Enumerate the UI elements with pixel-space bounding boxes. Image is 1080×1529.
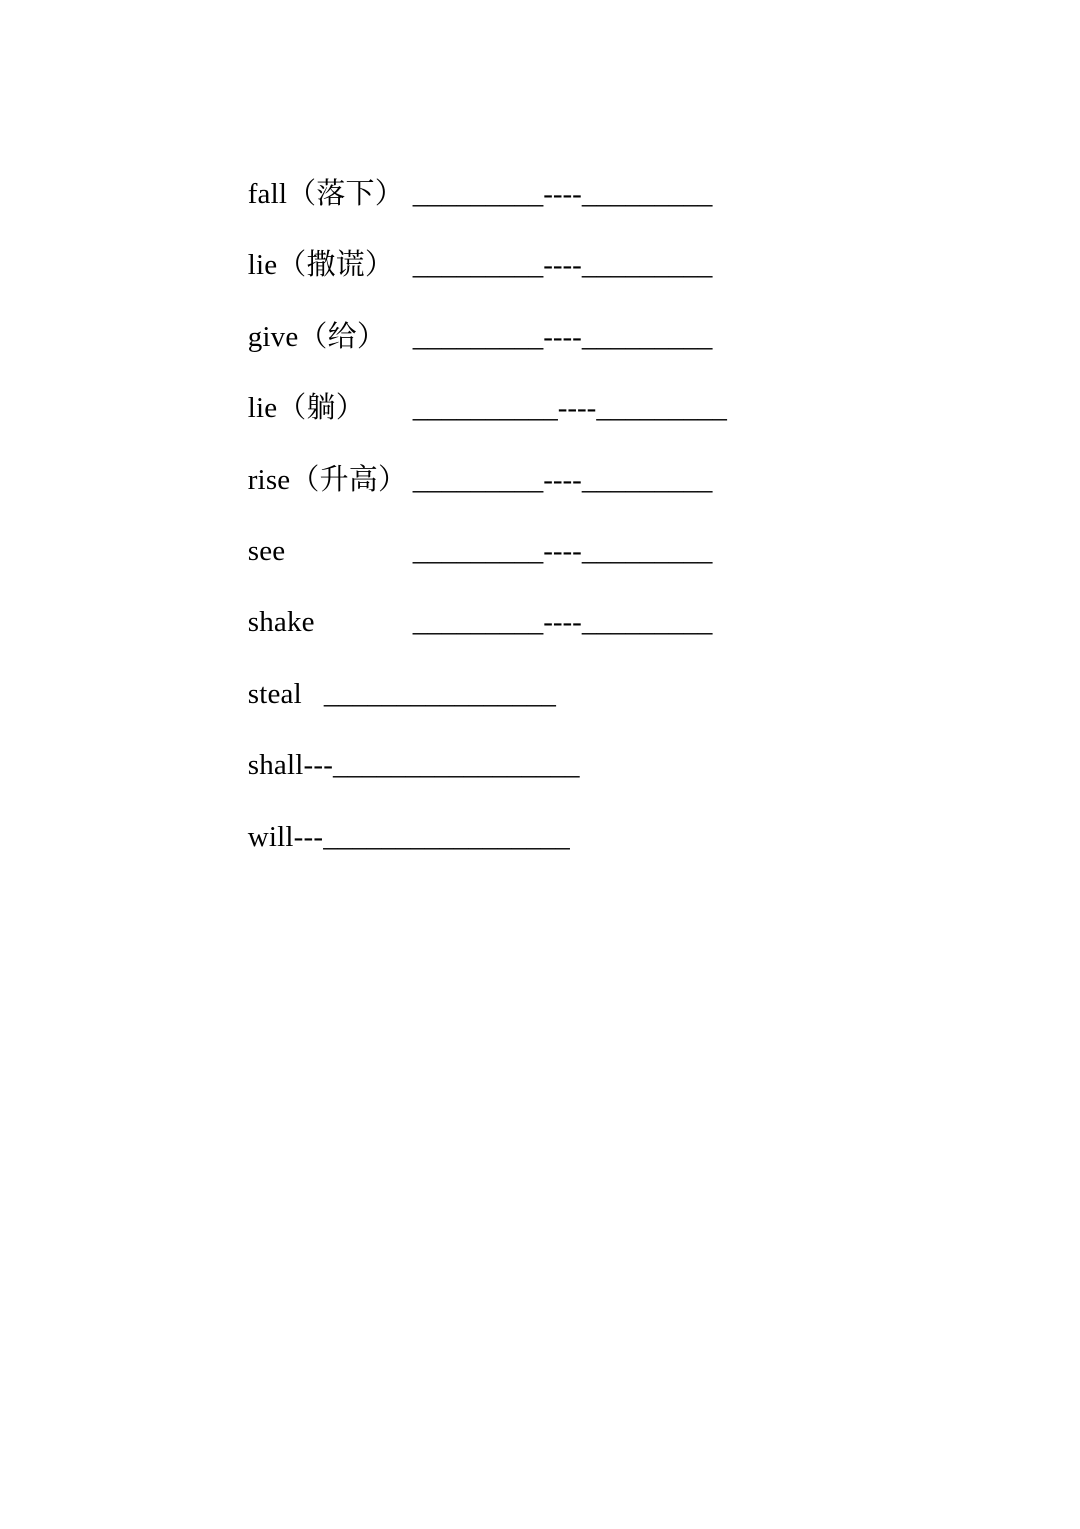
- worksheet-row: [203, 354, 1040, 425]
- worksheet-row: [203, 140, 1040, 211]
- answer-blank: _________________: [333, 749, 580, 782]
- verb-label: see: [247, 534, 286, 567]
- answer-blank: _________----_________: [412, 178, 713, 210]
- verb-label: lie（撒谎）: [247, 249, 395, 282]
- verb-label: fall（落下）: [247, 178, 404, 210]
- verb-label: will---: [247, 820, 324, 853]
- worksheet-body: [203, 140, 1040, 854]
- worksheet-row: [203, 783, 1040, 854]
- answer-blank: _________----_________: [412, 606, 713, 639]
- worksheet-row: [203, 426, 1040, 497]
- worksheet-row: [203, 568, 1040, 639]
- answer-blank: _________________: [323, 820, 570, 853]
- verb-label: shake: [247, 606, 315, 639]
- verb-label: rise（升高）: [247, 463, 408, 496]
- answer-blank: __________----_________: [412, 392, 727, 425]
- answer-blank: _________----_________: [412, 249, 713, 282]
- answer-blank: _________----_________: [412, 463, 713, 496]
- worksheet-row: [203, 711, 1040, 782]
- worksheet-row: [203, 497, 1040, 568]
- verb-label: lie（躺）: [247, 392, 365, 425]
- answer-blank: ________________: [323, 677, 556, 710]
- verb-label: give（给）: [247, 320, 387, 353]
- verb-label: steal: [247, 677, 302, 710]
- worksheet-row: [203, 211, 1040, 282]
- answer-blank: _________----_________: [412, 320, 713, 353]
- verb-label: shall---: [247, 749, 334, 782]
- worksheet-row: [203, 640, 1040, 711]
- worksheet-row: [203, 283, 1040, 354]
- answer-blank: _________----_________: [412, 534, 713, 567]
